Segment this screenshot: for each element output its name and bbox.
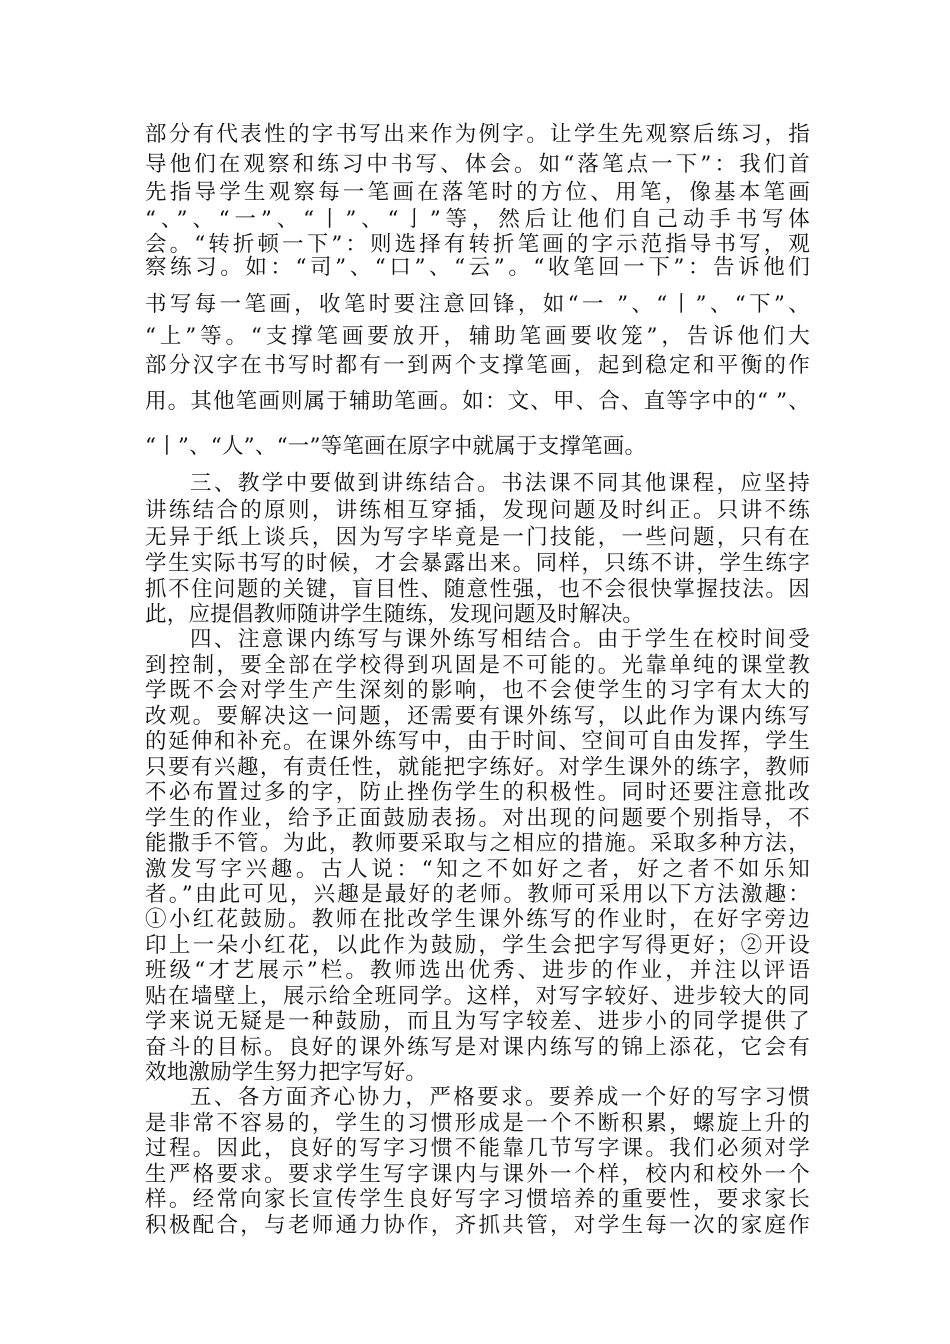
text-line: 过程。因此，良好的写字习惯不能靠几节写字课。我们必须对学 [145, 1136, 810, 1161]
text-line: 此，应提倡教师随讲学生随练，发现问题及时解决。 [145, 602, 645, 627]
text-line: 察练习。如：“司”、“口”、“云”。“收笔回一下”：告诉他们 [145, 255, 810, 280]
text-line: “丨”、“人”、“一”等笔画在原字中就属于支撑笔画。 [145, 434, 647, 459]
text-line: 改观。要解决这一问题，还需要有课外练写，以此作为课内练写 [145, 704, 810, 729]
text-line: 讲练结合的原则，讲练相互穿插，发现问题及时纠正。只讲不练 [145, 498, 810, 523]
text-line: 会。“转折顿一下”：则选择有转折笔画的字示范指导书写，观 [145, 232, 810, 257]
text-line: 书写每一笔画，收笔时要注意回锋，如“一 ”、“丨”、“下”、 [145, 292, 810, 317]
text-line: 只要有兴趣，有责任性，就能把字练好。对学生课外的练字，教师 [145, 755, 810, 780]
text-line: 部分有代表性的字书写出来作为例字。让学生先观察后练习，指 [145, 122, 810, 147]
text-line: 到控制，要全部在学校得到巩固是不可能的。光靠单纯的课堂教 [145, 653, 810, 678]
text-line: 者。”由此可见，兴趣是最好的老师。教师可采用以下方法激趣： [145, 882, 810, 907]
text-line: 学来说无疑是一种鼓励，而且为写字较差、进步小的同学提供了 [145, 1009, 810, 1034]
text-line: 样。经常向家长宣传学生良好写字习惯培养的重要性，要求家长 [145, 1187, 810, 1212]
text-line: 不必布置过多的字，防止挫伤学生的积极性。同时还要注意批改 [145, 780, 810, 805]
text-line: 学生的作业，给予正面鼓励表扬。对出现的问题要个别指导，不 [145, 806, 810, 831]
text-line: 部分汉字在书写时都有一到两个支撑笔画，起到稳定和平衡的作 [145, 353, 810, 378]
text-line: 抓不住问题的关键，盲目性、随意性强，也不会很快掌握技法。因 [145, 577, 810, 602]
section-heading-line: 四、注意课内练写与课外练写相结合。由于学生在校时间受 [190, 627, 810, 652]
text-line: 学生实际书写的时候，才会暴露出来。同样，只练不讲，学生练字 [145, 551, 810, 576]
text-line: 的延伸和补充。在课外练写中，由于时间、空间可自由发挥，学生 [145, 729, 810, 754]
text-line: 印上一朵小红花，以此作为鼓励，学生会把字写得更好；②开设 [145, 933, 810, 958]
text-line: “、”、“一”、“丨”、“亅”等，然后让他们自己动手书写体 [145, 207, 810, 232]
text-line: “上”等。“支撑笔画要放开，辅助笔画要收笼”，告诉他们大 [145, 324, 810, 349]
section-heading-line: 五、各方面齐心协力，严格要求。要养成一个好的写字习惯 [190, 1085, 810, 1110]
text-line: 贴在墙壁上，展示给全班同学。这样，对写字较好、进步较大的同 [145, 984, 810, 1009]
text-line: 导他们在观察和练习中书写、体会。如“落笔点一下”：我们首 [145, 152, 810, 177]
text-line: 效地激励学生努力把字写好。 [145, 1060, 428, 1085]
text-line: 学既不会对学生产生深刻的影响，也不会使学生的习字有太大的 [145, 678, 810, 703]
text-line: 无异于纸上谈兵，因为写字毕竟是一门技能，一些问题，只有在 [145, 525, 810, 550]
text-line: 生严格要求。要求学生写字课内与课外一个样，校内和校外一个 [145, 1162, 810, 1187]
text-line: 激发写字兴趣。古人说：“知之不如好之者，好之者不如乐知 [145, 857, 810, 882]
text-line: 先指导学生观察每一笔画在落笔时的方位、用笔，像基本笔画 [145, 180, 810, 205]
text-line: 用。其他笔画则属于辅助笔画。如：文、甲、合、直等字中的“ ”、 [145, 389, 810, 414]
section-heading-line: 三、教学中要做到讲练结合。书法课不同其他课程，应坚持 [190, 471, 810, 496]
text-line: 积极配合，与老师通力协作，齐抓共管，对学生每一次的家庭作 [145, 1213, 810, 1238]
text-line: 能撒手不管。为此，教师要采取与之相应的措施。采取多种方法， [145, 831, 810, 856]
text-line: 奋斗的目标。良好的课外练写是对课内练写的锦上添花，它会有 [145, 1035, 810, 1060]
text-line: ①小红花鼓励。教师在批改学生课外练写的作业时，在好字旁边 [145, 907, 810, 932]
text-line: 班级“才艺展示”栏。教师选出优秀、进步的作业，并注以评语 [145, 958, 810, 983]
text-line: 是非常不容易的，学生的习惯形成是一个不断积累，螺旋上升的 [145, 1111, 810, 1136]
